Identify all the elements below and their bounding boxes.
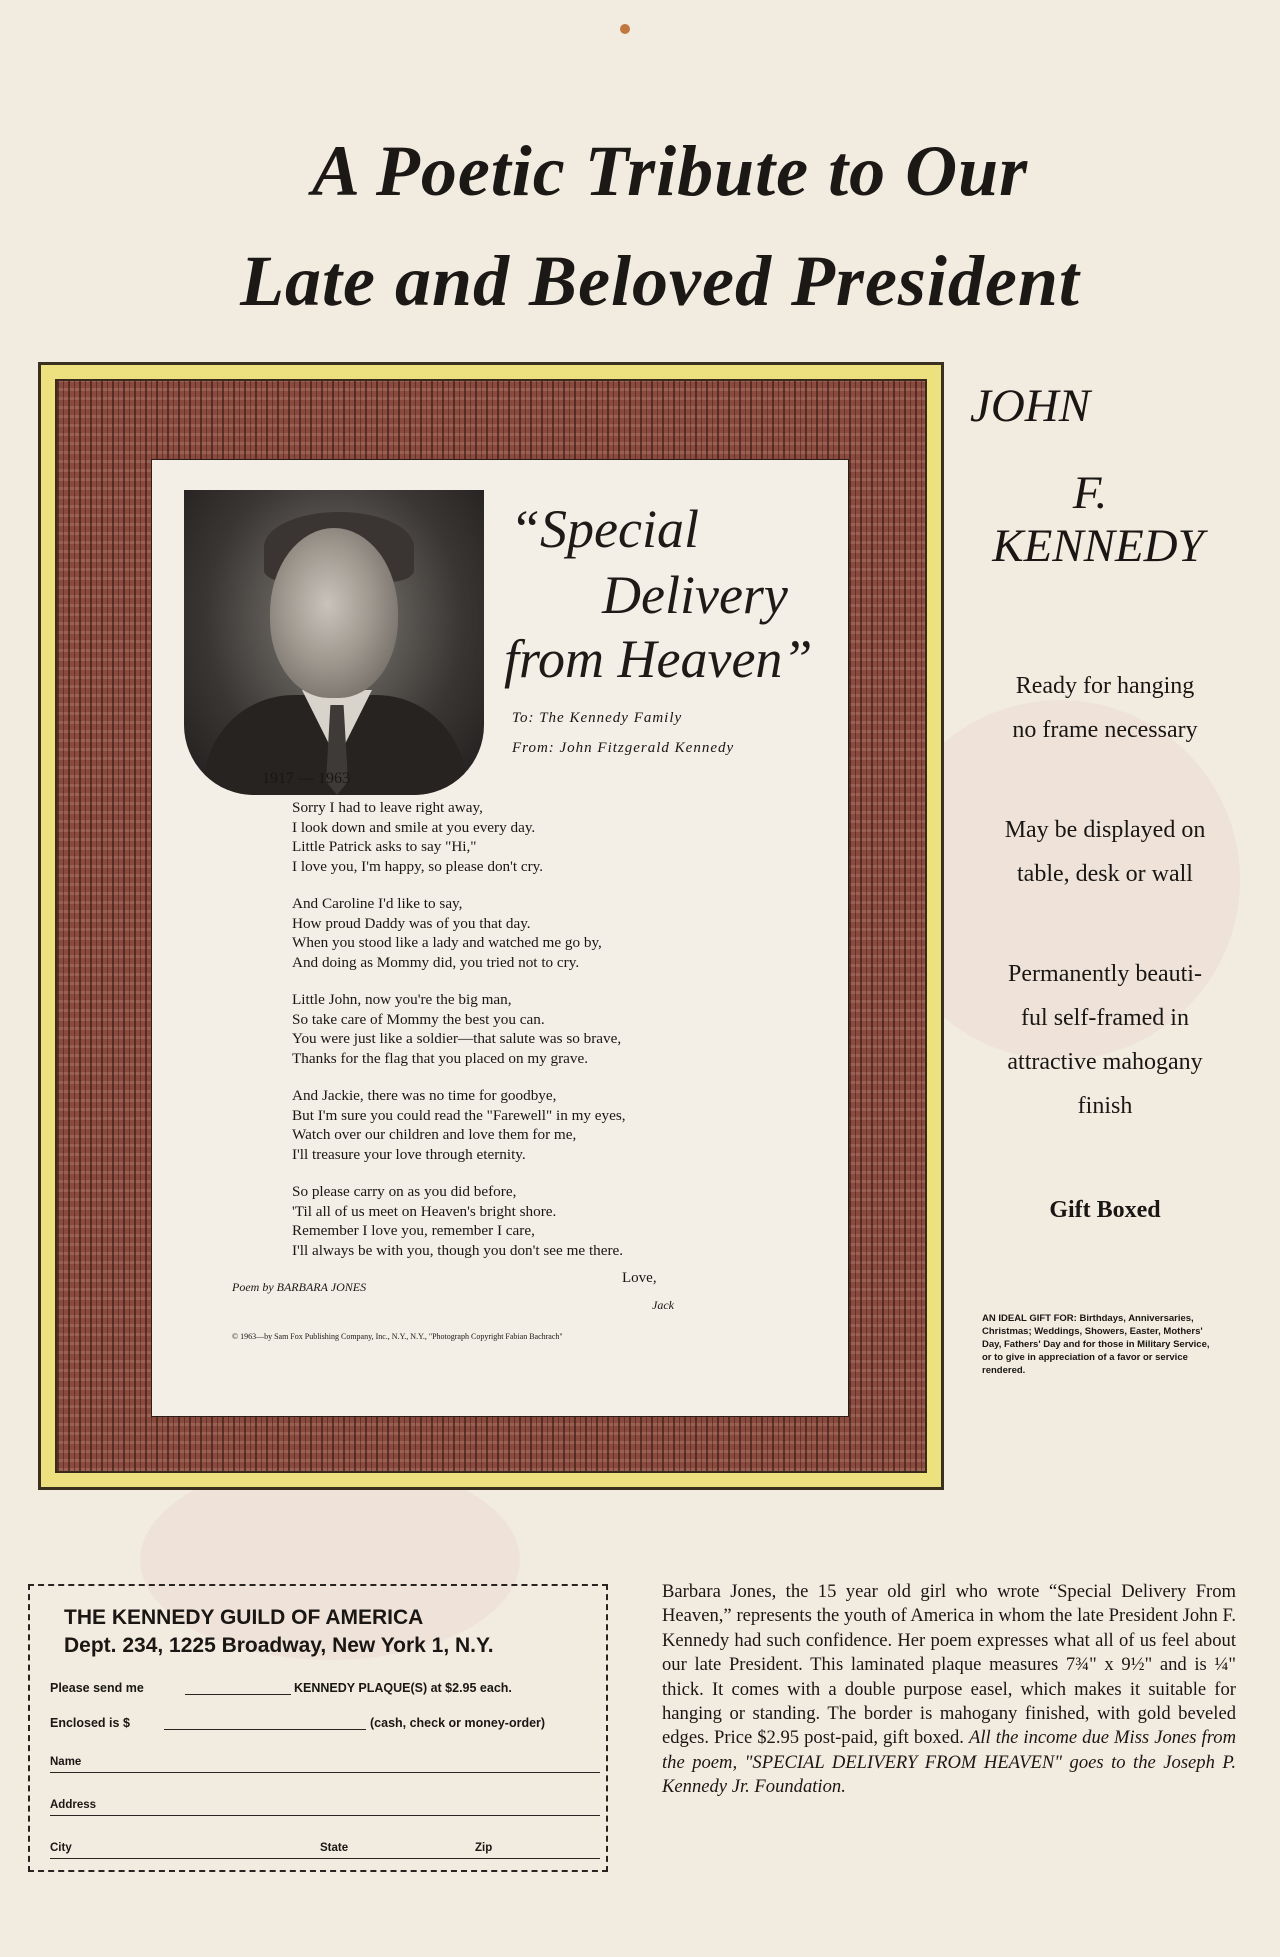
feature-line: Ready for hanging (1015, 673, 1195, 699)
poem-line: When you stood like a lady and watched me go by, (292, 934, 602, 951)
poem-line: And Jackie, there was no time for goodbye, (292, 1087, 557, 1104)
feature-display (960, 808, 1250, 896)
poem-line: Thanks for the flag that you placed on my grave. (292, 1049, 589, 1067)
kennedy-portrait (184, 490, 484, 795)
order-coupon (28, 1584, 608, 1872)
poem-line: But I'm sure you could read the "Farewell" in my eyes, (292, 1106, 626, 1124)
poem-line: And doing as Mommy did, you tried not to cry. (292, 953, 580, 971)
headline-line-2: Late and Beloved President (240, 241, 1080, 321)
poem-title-line-1: “Special (510, 499, 699, 559)
poem-signature: Jack (652, 1298, 674, 1312)
poem-line: So take care of Mommy the best you can. (292, 1010, 545, 1028)
plaque-panel (151, 459, 849, 1417)
poem-line: So please carry on as you did before, (292, 1183, 517, 1200)
poem-line: Remember I love you, remember I care, (292, 1222, 535, 1239)
feature-gift-boxed: Gift Boxed (1049, 1197, 1161, 1223)
please-send-label: Please send me (50, 1681, 144, 1695)
poem-line: Sorry I had to leave right away, (292, 799, 483, 816)
feature-line: May be displayed on (1004, 817, 1206, 843)
portrait-face (270, 528, 398, 698)
plaque-price-label: KENNEDY PLAQUE(S) at $2.95 each. (294, 1681, 512, 1695)
state-label: State (320, 1842, 349, 1854)
poem-title-line-2: Delivery (602, 565, 788, 625)
poem-line: You were just like a soldier—that salute was so brave, (292, 1030, 622, 1047)
description-foundation-note: All the income due Miss Jones from the poem, "SPECIAL DELIVERY FROM HEAVEN" goes to the Joseph P. Kennedy Jr. Foundation. (662, 1727, 1236, 1798)
product-description (662, 1580, 1236, 1800)
poem-stanza (292, 1086, 812, 1164)
feature-line: no frame necessary (1012, 717, 1198, 743)
poem-line: How proud Daddy was of you that day. (292, 914, 531, 932)
guild-name: THE KENNEDY GUILD OF AMERICA (64, 1606, 424, 1629)
life-years: 1917 — 1963 (262, 770, 350, 787)
name-label: Name (50, 1756, 82, 1768)
print-speck (620, 24, 630, 34)
poem-line: Little Patrick asks to say "Hi," (292, 838, 477, 855)
poem-title-line-3: from Heaven” (504, 629, 813, 689)
poem-line: I'll treasure your love through eternity. (292, 1145, 526, 1163)
city-label: City (50, 1842, 72, 1854)
feature-line: table, desk or wall (1017, 861, 1193, 887)
poem-closing: Love, (622, 1270, 657, 1286)
poem-stanza (292, 798, 812, 876)
poem-line: Watch over our children and love them for me, (292, 1126, 577, 1143)
address-field[interactable] (50, 1815, 600, 1816)
poem-sender: From: John Fitzgerald Kennedy (512, 740, 735, 756)
feature-finish (960, 952, 1250, 1128)
plaque-mahogany-border (55, 379, 927, 1473)
name-field[interactable] (50, 1772, 600, 1773)
feature-line: finish (1077, 1093, 1133, 1119)
name-line-3: KENNEDY (992, 520, 1204, 572)
poem-body (292, 798, 812, 1278)
poem-stanza (292, 894, 812, 972)
feature-hanging (960, 664, 1250, 752)
address-label: Address (50, 1799, 97, 1811)
plaque-gold-frame (38, 362, 944, 1490)
description-body: Barbara Jones, the 15 year old girl who wrote “Special Delivery From Heaven,” represents the youth of America in whom the late President John F. Kennedy had such confidence. Her poem expresses what all of us feel about our late President. This laminated plaque measures 7¾" x 9½" and is ¼" thick. It comes with a double purpose easel, which makes it suitable for hanging or standing. The border is mahogany finished, with gold beveled edges. Price $2.95 post-paid, gift boxed. (662, 1581, 1236, 1749)
feature-line: ful self-framed in (1021, 1005, 1189, 1031)
poem-line: 'Til all of us meet on Heaven's bright shore. (292, 1202, 557, 1220)
amount-field[interactable] (164, 1729, 366, 1730)
headline-line-1: A Poetic Tribute to Our (311, 131, 1029, 211)
guild-address: Dept. 234, 1225 Broadway, New York 1, N.Y. (64, 1634, 494, 1657)
poem-line: I'll always be with you, though you don't see me there. (292, 1241, 624, 1259)
feature-line: Permanently beauti- (1008, 961, 1202, 987)
poem-line: I look down and smile at you every day. (292, 818, 536, 836)
name-line-2: F. (1072, 467, 1108, 519)
poem-line: Little John, now you're the big man, (292, 991, 512, 1008)
ideal-gift-note: AN IDEAL GIFT FOR: Birthdays, Anniversaries, Christmas; Weddings, Showers, Easter, Mothers' Day, Fathers' Day and for those in Military Service, or to give in appreciation of a favor or service rendered. (982, 1313, 1210, 1376)
poem-recipient: To: The Kennedy Family (512, 710, 683, 726)
poem-stanza (292, 990, 812, 1068)
poem-stanza (292, 1182, 812, 1260)
enclosed-label: Enclosed is $ (50, 1716, 130, 1730)
poem-line: I love you, I'm happy, so please don't cry. (292, 857, 544, 875)
quantity-field[interactable] (185, 1694, 291, 1695)
name-line-1: JOHN (970, 380, 1091, 432)
feature-line: attractive mahogany (1007, 1049, 1203, 1075)
payment-method-label: (cash, check or money-order) (370, 1716, 546, 1730)
poem-line: And Caroline I'd like to say, (292, 895, 463, 912)
copyright-notice: © 1963—by Sam Fox Publishing Company, Inc., N.Y., N.Y., "Photograph Copyright Fabian Bachrach" (232, 1332, 563, 1341)
city-state-zip-field[interactable] (50, 1858, 600, 1859)
poem-author-credit: Poem by BARBARA JONES (232, 1280, 367, 1294)
zip-label: Zip (475, 1842, 493, 1854)
